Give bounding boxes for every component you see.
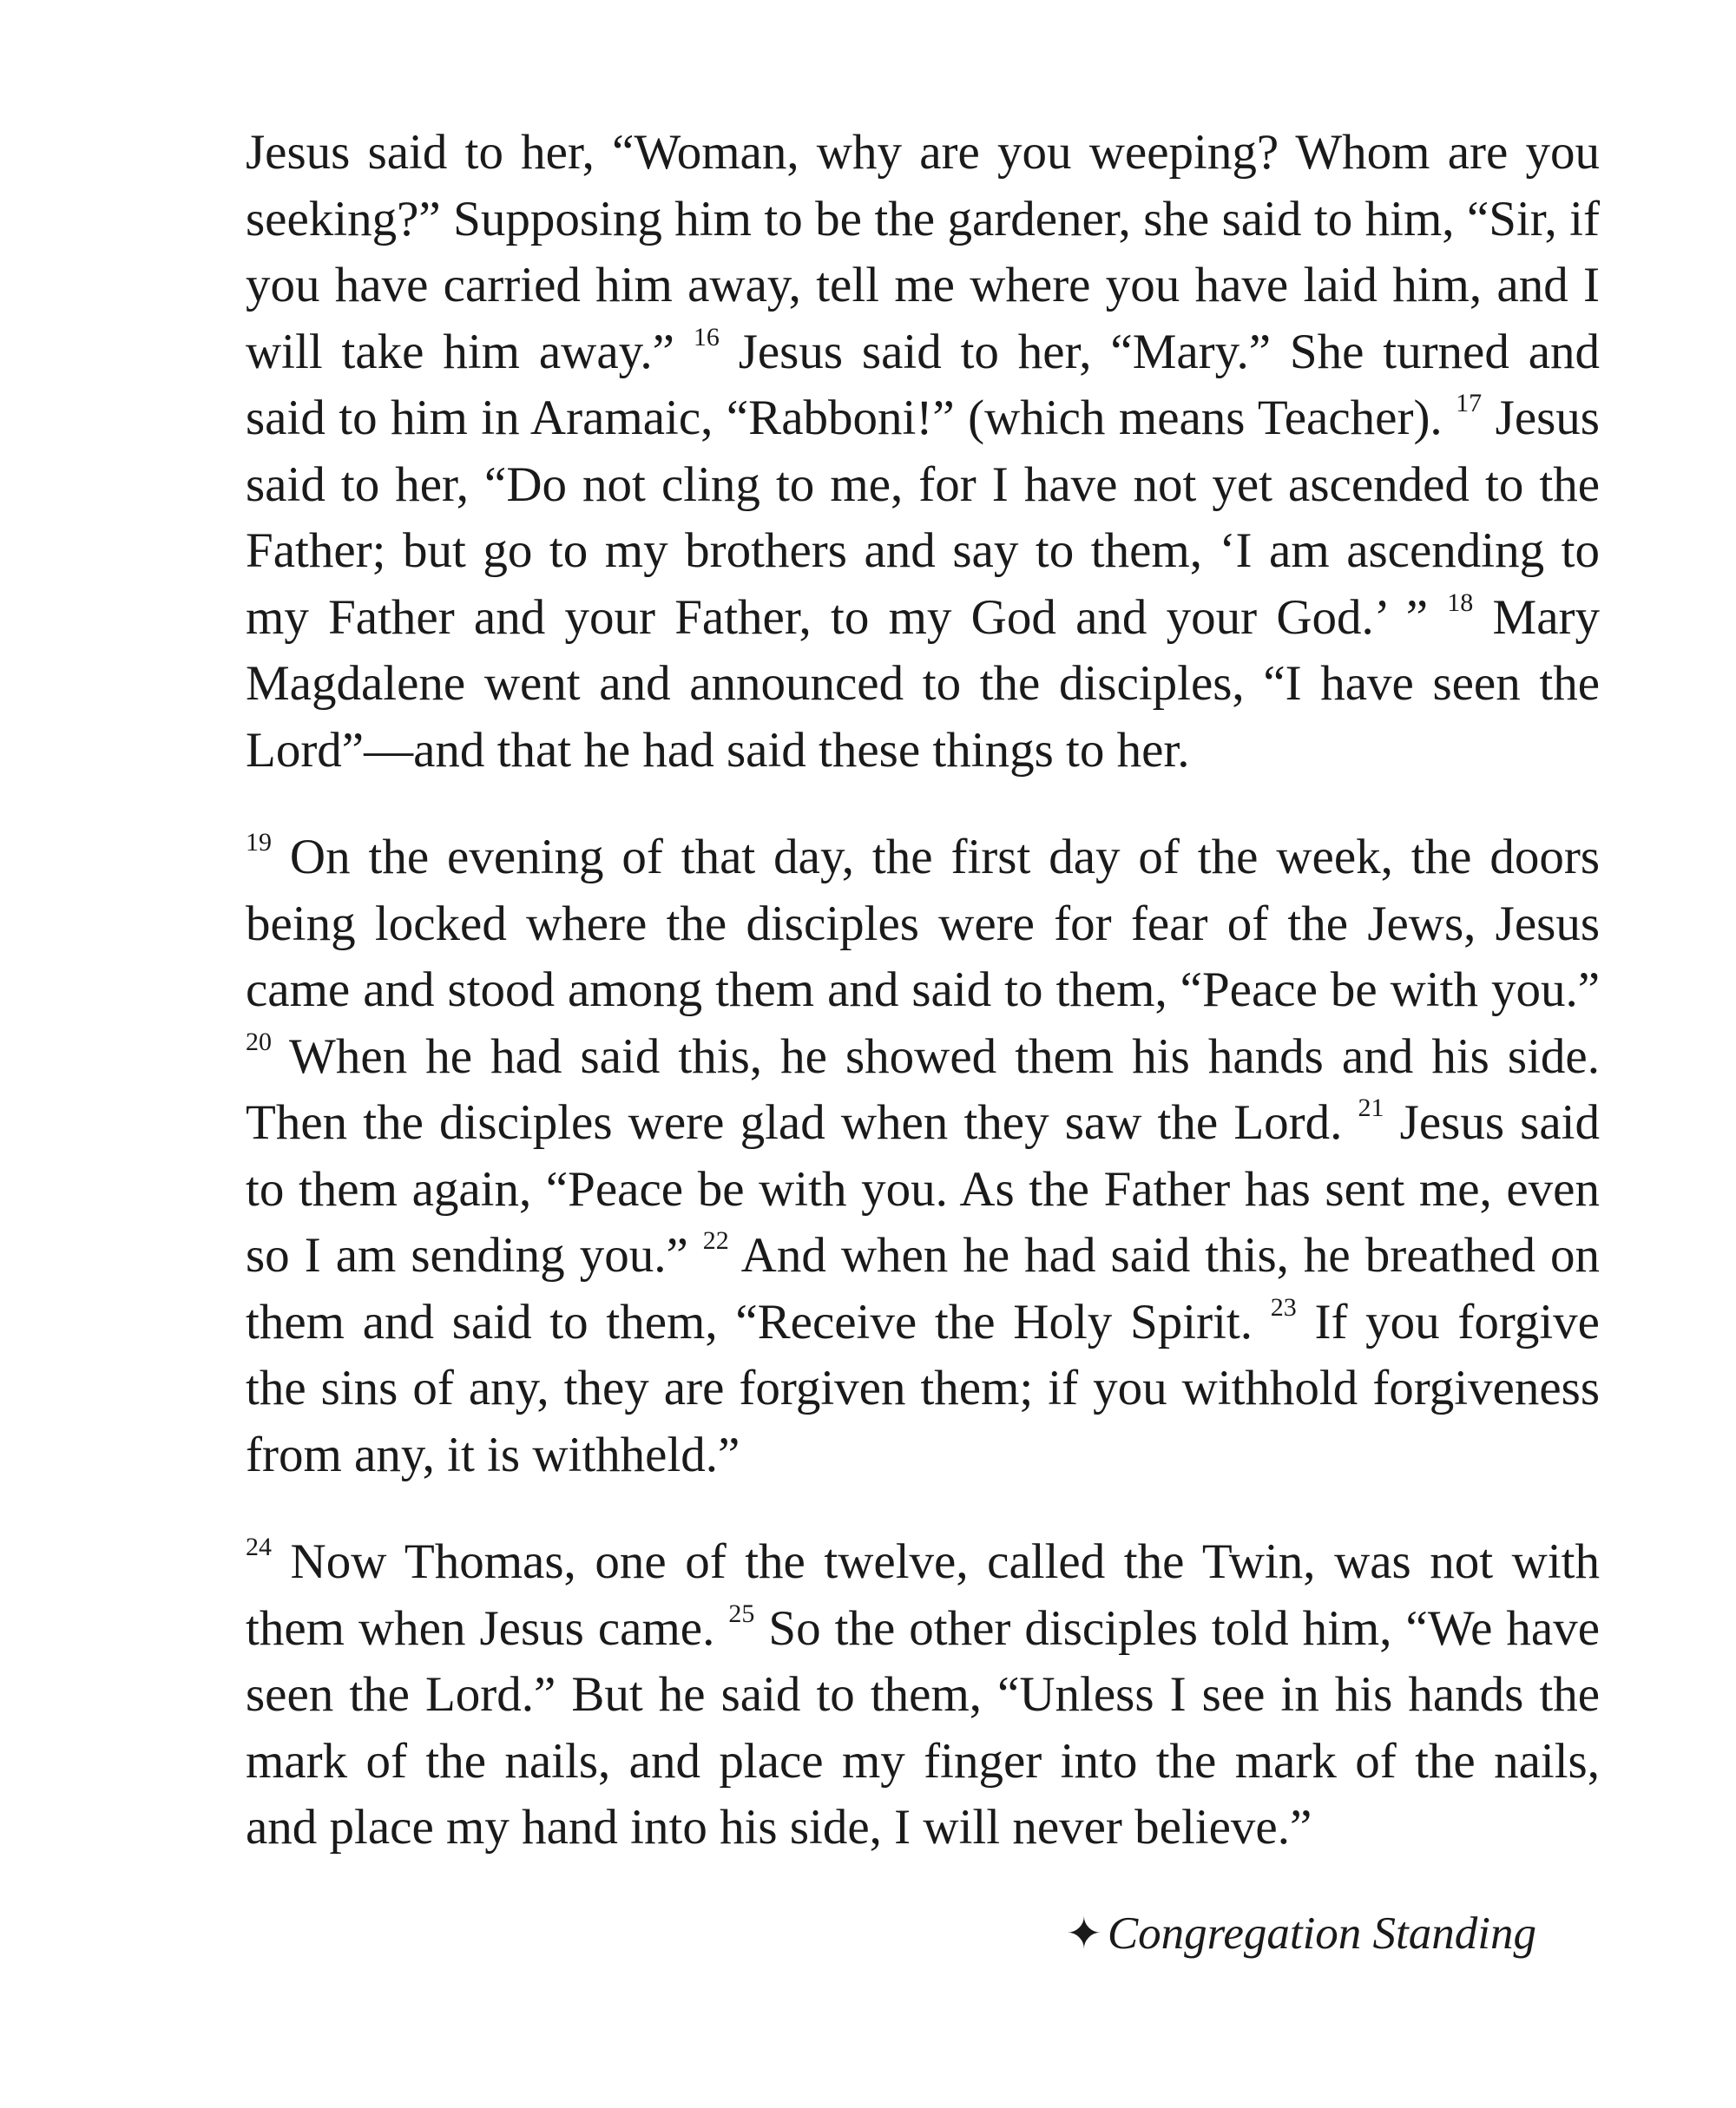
verse-text: Jesus said to her, “Do not cling to me, for I have not yet ascended to the Father; but go to my brothers and say to them, ‘I am ascending to my Father and your Father, to my God and your God.’ ” [246, 391, 1600, 645]
verse-text: And when he had said this, he breathed on them and said to them, “Receive the Holy Spirit. [246, 1228, 1600, 1350]
verse-number: 21 [1358, 1093, 1384, 1122]
verse-text: Mary Magdalene went and announced to the disciples, “I have seen the Lord”—and that he had said these things to her. [246, 589, 1601, 778]
paragraph-1 [246, 120, 1600, 784]
scripture-passage [246, 120, 1600, 1862]
rubric-text: Congregation Standing [1107, 1908, 1536, 1959]
verse-number: 19 [246, 828, 272, 857]
verse-number: 20 [246, 1027, 272, 1056]
verse-text: Now Thomas, one of the twelve, called the Twin, was not with them when Jesus came. [246, 1534, 1600, 1656]
verse-text: If you forgive the sins of any, they are forgiven them; if you withhold forgiveness from any, it is withheld.” [246, 1294, 1600, 1482]
congregation-standing-rubric [1066, 1906, 1536, 1961]
verse-text: Jesus said to her, “Woman, why are you weeping? Whom are you seeking?” Supposing him to be the gardener, she said to him, “Sir, if you have carried him away, tell me where you have laid him, and I will take him away.” [246, 125, 1600, 379]
verse-text: Jesus said to her, “Mary.” She turned and said to him in Aramaic, “Rabboni!” (which means Teacher). [246, 324, 1601, 445]
verse-number: 16 [693, 322, 720, 351]
verse-number: 22 [702, 1226, 729, 1255]
verse-text: Jesus said to them again, “Peace be with you. As the Father has sent me, even so I am sending you.” [246, 1095, 1600, 1283]
verse-text: When he had said this, he showed them his hands and his side. Then the disciples were glad when they saw the Lord. [246, 1028, 1600, 1150]
verse-number: 17 [1456, 389, 1483, 417]
verse-text: So the other disciples told him, “We have seen the Lord.” But he said to them, “Unless I see in his hands the mark of the nails, and place my finger into the mark of the nails, and place my hand into his side, I will never believe.” [246, 1600, 1600, 1855]
paragraph-3 [246, 1529, 1600, 1862]
verse-number: 23 [1270, 1292, 1297, 1322]
verse-number: 24 [246, 1533, 272, 1561]
star-icon: ✦ [1065, 1908, 1102, 1959]
verse-number: 25 [728, 1599, 755, 1628]
verse-text: On the evening of that day, the first day of the week, the doors being locked where the disciples were for fear of the Jews, Jesus came and stood among them and said to them, “Peace be with you.” [246, 830, 1600, 1017]
paragraph-2 [246, 824, 1600, 1488]
verse-number: 18 [1447, 588, 1474, 617]
